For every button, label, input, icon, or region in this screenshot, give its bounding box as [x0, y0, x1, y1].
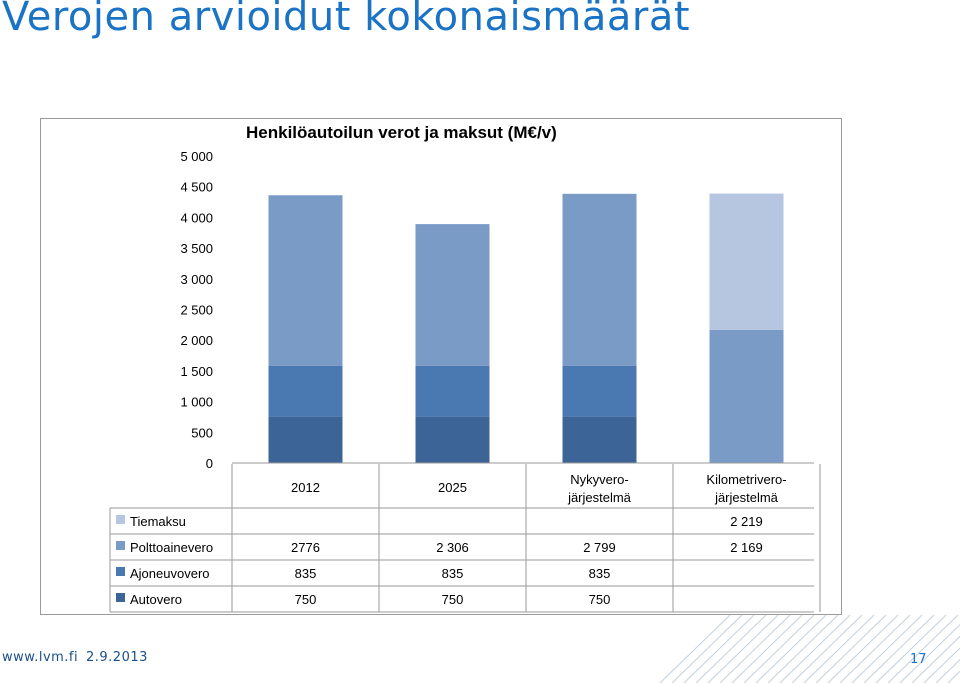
y-axis [180, 149, 213, 471]
footer-date: 2.9.2013 [86, 650, 148, 665]
y-tick-label: 3 500 [180, 241, 213, 257]
decor-line [900, 615, 960, 683]
y-tick-label: 2 000 [180, 333, 213, 349]
data-label: 835 [294, 566, 317, 581]
data-label: 835 [588, 566, 611, 581]
data-label: 2776 [291, 540, 320, 555]
decorative-lines [660, 615, 960, 683]
decor-line [924, 615, 960, 683]
y-tick-label: 5 000 [180, 149, 213, 164]
data-label: 2 799 [583, 540, 616, 555]
x-category-label: Nykyvero- [570, 472, 629, 487]
y-tick-label: 1 500 [180, 363, 213, 379]
bar-segment [563, 194, 637, 366]
bar-segment [563, 417, 637, 463]
bar-segment [416, 417, 490, 463]
data-label: 750 [294, 592, 317, 607]
decor-line [948, 615, 960, 683]
bar-segment [269, 195, 343, 365]
chart-title: Henkilöautoilun verot ja maksut (M€/v) [246, 123, 557, 142]
bars-layer [269, 194, 784, 463]
legend-series-name: Polttoainevero [130, 540, 214, 555]
legend-series-name: Autovero [130, 592, 183, 607]
slide-title: Verojen arvioidut kokonaismäärät [2, 0, 691, 40]
legend-swatch [116, 567, 125, 576]
y-tick-label: 2 500 [180, 302, 213, 318]
x-category-label: 2025 [438, 480, 467, 495]
y-tick-label: 0 [205, 456, 213, 471]
bar-segment [269, 366, 343, 417]
data-table [110, 463, 820, 612]
x-category-label: Kilometrivero- [706, 472, 787, 487]
x-category-label: 2012 [291, 480, 320, 495]
y-tick-label: 500 [191, 425, 213, 441]
y-tick-label: 4 500 [180, 179, 213, 195]
data-label: 2 306 [436, 540, 469, 555]
data-label: 2 219 [730, 514, 763, 529]
y-tick-label: 3 000 [180, 271, 213, 287]
bar-segment [563, 366, 637, 417]
legend-series-name: Tiemaksu [130, 514, 186, 529]
bar-segment [416, 366, 490, 417]
page-number: 17 [910, 652, 927, 667]
data-label: 2 169 [730, 540, 763, 555]
bar-segment [710, 330, 784, 463]
y-tick-label: 4 000 [180, 210, 213, 226]
legend-series-name: Ajoneuvovero [130, 566, 210, 581]
y-tick-label: 1 000 [180, 394, 213, 410]
bar-segment [269, 417, 343, 463]
legend-swatch [116, 515, 125, 524]
bar-segment [416, 224, 490, 366]
footer-url[interactable]: www.lvm.fi [2, 650, 79, 665]
data-label: 750 [441, 592, 464, 607]
legend-swatch [116, 593, 125, 602]
x-category-label: järjestelmä [568, 490, 631, 505]
data-label: 835 [441, 566, 464, 581]
bar-segment [710, 194, 784, 330]
legend-swatch [116, 541, 125, 550]
data-label: 750 [588, 592, 611, 607]
x-category-label: järjestelmä [715, 490, 778, 505]
